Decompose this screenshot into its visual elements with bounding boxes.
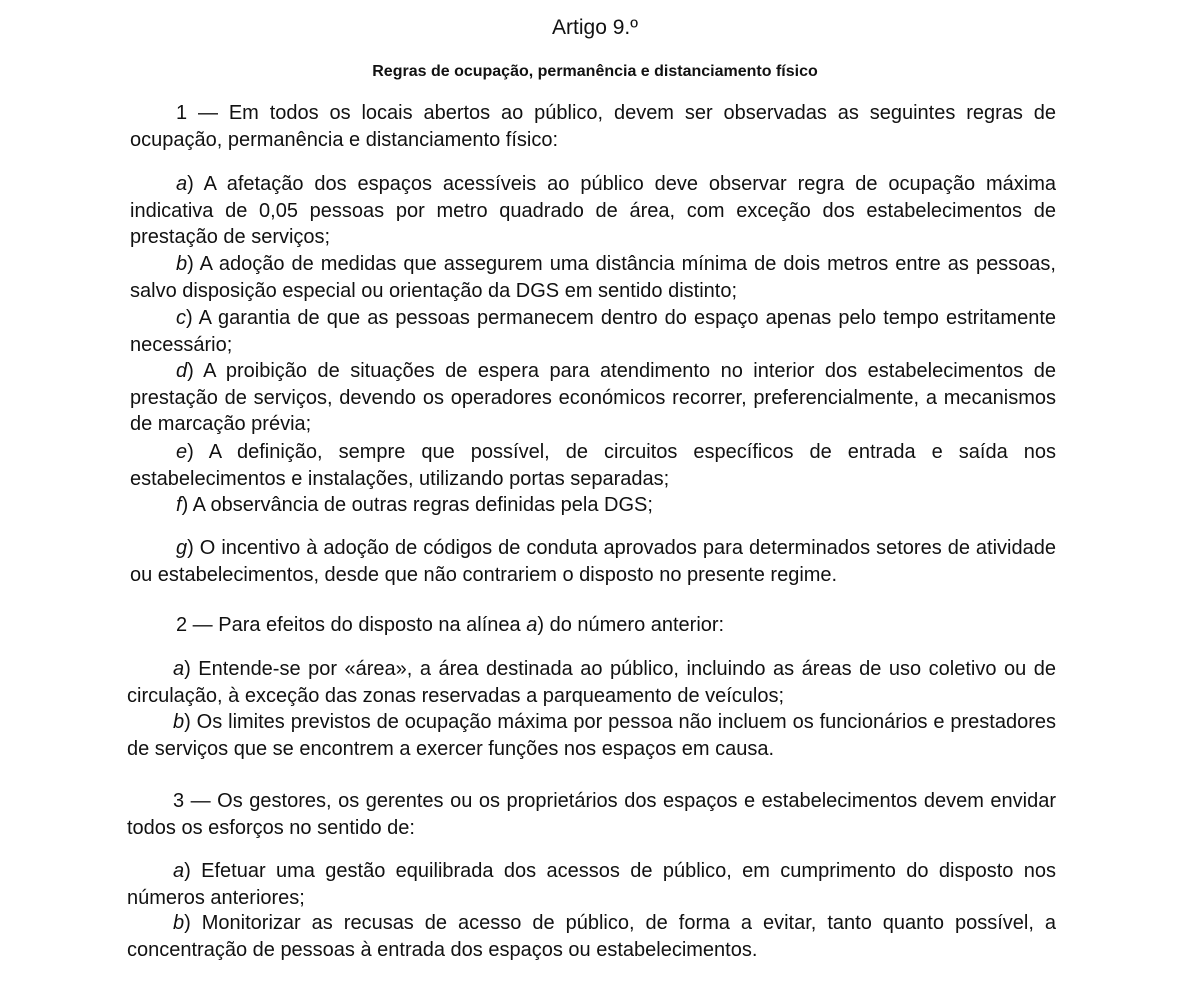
item-letter: a (173, 860, 185, 882)
item-text: ) A observância de outras regras definidas pela DGS; (181, 494, 653, 516)
item-text: ) A adoção de medidas que assegurem uma distância mínima de dois metros entre as pessoas, salvo disposição especial ou orientação da DGS em sentido distinto; (130, 253, 1056, 302)
paragraph-text: ) do número anterior: (537, 614, 725, 636)
item-letter: e (176, 441, 188, 463)
paragraph-2 (130, 612, 1056, 639)
article-subtitle: Regras de ocupação, permanência e distanciamento físico (372, 63, 818, 80)
item-text: ) A afetação dos espaços acessíveis ao público deve observar regra de ocupação máxima indicativa de 0,05 pessoas por metro quadrado de área, com exceção dos estabelecimentos de prestação de serviços; (130, 173, 1056, 248)
item-text: ) A proibição de situações de espera para atendimento no interior dos estabelecimentos de prestação de serviços, devendo os operadores económicos recorrer, preferencialmente, a mecanismos de marcação prévia; (130, 360, 1056, 435)
list-item-1d (130, 358, 1056, 438)
item-letter: a (173, 658, 185, 680)
item-letter: b (173, 711, 185, 733)
item-text: ) Efetuar uma gestão equilibrada dos acessos de público, em cumprimento do disposto nos números anteriores; (127, 860, 1056, 909)
item-letter: d (176, 360, 188, 382)
list-item-1g (130, 535, 1056, 588)
item-text: ) Monitorizar as recusas de acesso de público, de forma a evitar, tanto quanto possível, a concentração de pessoas à entrada dos espaços ou estabelecimentos. (127, 912, 1056, 961)
item-letter: b (173, 912, 185, 934)
paragraph-text: 3 — Os gestores, os gerentes ou os proprietários dos espaços e estabelecimentos devem envidar todos os esforços no sentido de: (127, 790, 1056, 839)
paragraph-letter: a (526, 614, 538, 636)
list-item-1e (130, 439, 1056, 492)
article-title: Artigo 9.º (552, 16, 638, 39)
list-item-1a (130, 171, 1056, 251)
list-item-1b (130, 251, 1056, 304)
paragraph-3 (127, 788, 1056, 841)
item-text: ) A garantia de que as pessoas permanecem dentro do espaço apenas pelo tempo estritamente necessário; (130, 307, 1056, 356)
item-text: ) A definição, sempre que possível, de circuitos específicos de entrada e saída nos estabelecimentos e instalações, utilizando portas separadas; (130, 441, 1056, 490)
item-letter: c (176, 307, 186, 329)
list-item-1f (130, 492, 1056, 519)
list-item-2a (127, 656, 1056, 709)
item-letter: a (176, 173, 188, 195)
list-item-3b (127, 910, 1056, 963)
paragraph-prefix: 2 — Para efeitos do disposto na alínea (176, 614, 527, 636)
list-item-1c (130, 305, 1056, 358)
item-letter: b (176, 253, 188, 275)
list-item-3a (127, 858, 1056, 911)
paragraph-1 (130, 100, 1056, 153)
paragraph-text: 1 — Em todos os locais abertos ao público, devem ser observadas as seguintes regras de ocupação, permanência e distanciamento físico: (130, 102, 1056, 151)
item-letter: f (176, 494, 182, 516)
item-text: ) O incentivo à adoção de códigos de conduta aprovados para determinados setores de atividade ou estabelecimentos, desde que não contrariem o disposto no presente regime. (130, 537, 1056, 586)
item-text: ) Entende-se por «área», a área destinada ao público, incluindo as áreas de uso coletivo ou de circulação, à exceção das zonas reservadas a parqueamento de veículos; (127, 658, 1056, 707)
item-letter: g (176, 537, 188, 559)
list-item-2b (127, 709, 1056, 762)
item-text: ) Os limites previstos de ocupação máxima por pessoa não incluem os funcionários e prestadores de serviços que se encontrem a exercer funções nos espaços em causa. (127, 711, 1056, 760)
